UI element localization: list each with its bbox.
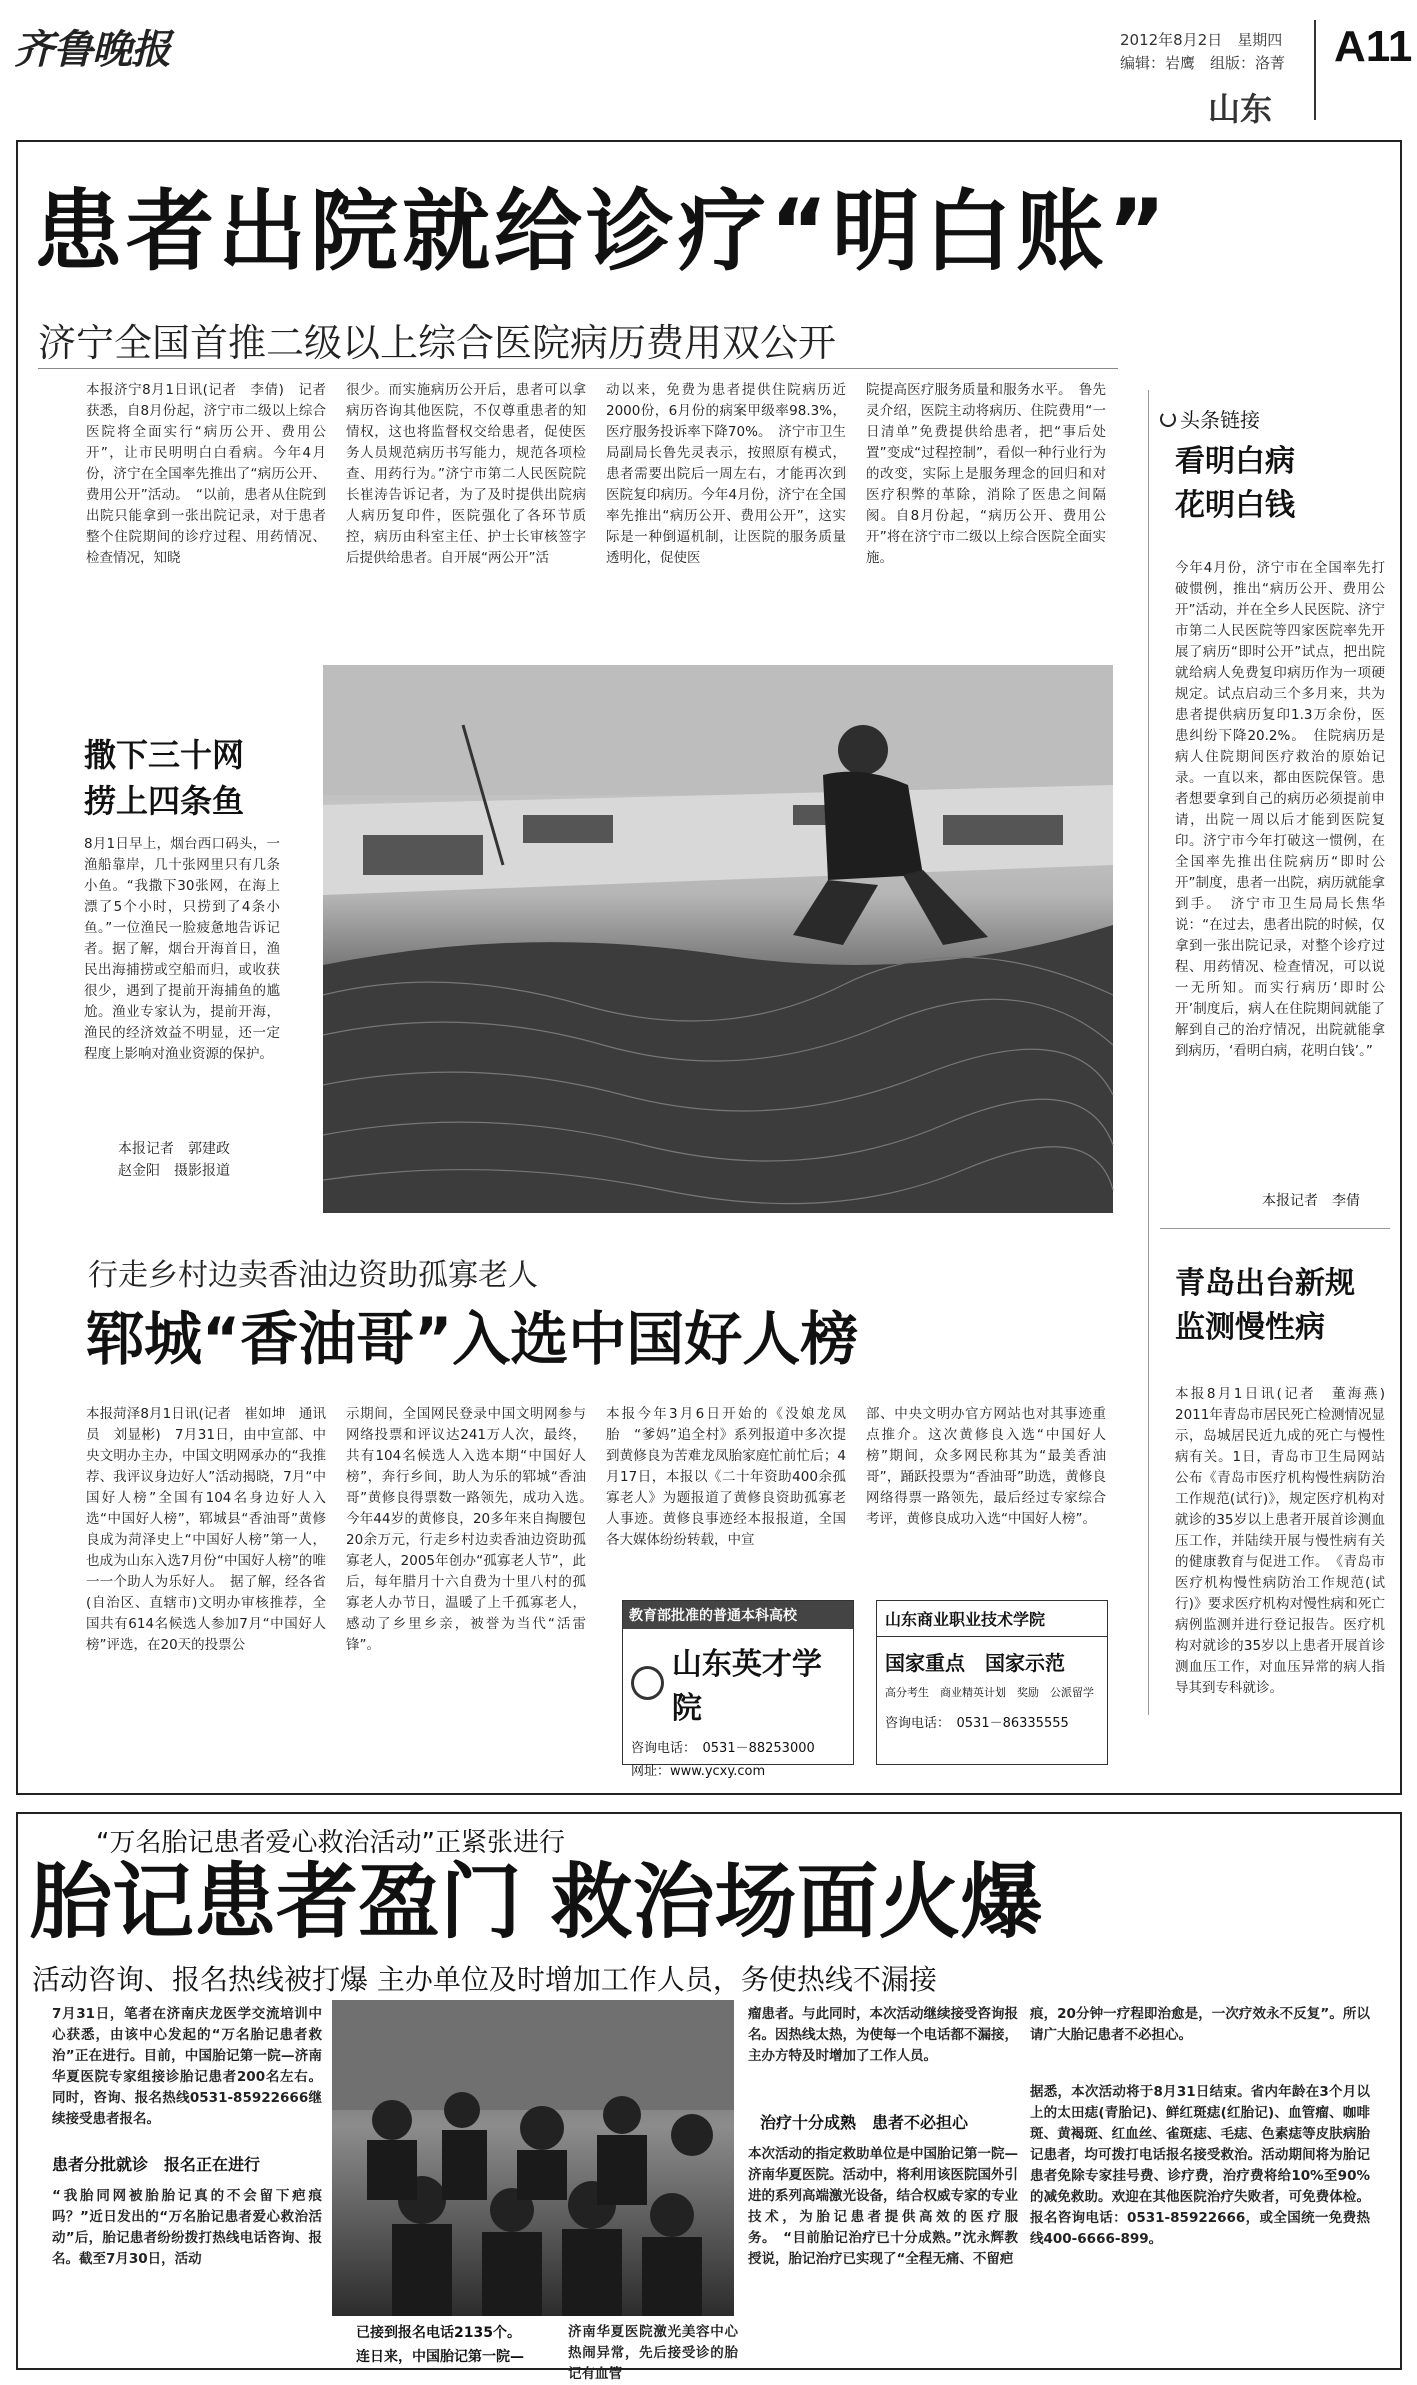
story2-kicker: 行走乡村边卖香油边资助孤寡老人 <box>88 1258 538 1293</box>
photo-caption-1: 已接到报名电话2135个。 <box>356 2325 521 2341</box>
story1-headline: 患者出院就给诊疗“明白账” <box>34 180 1170 283</box>
story1-col3: 动以来，免费为患者提供住院病历近2000份，6月份的病案甲级率98.3%，医疗服务投诉率下降70%。 济宁市卫生局副局长鲁先灵表示，按照原有模式，患者需要出院后一周左右，才能再次到医院复印病历。今年4月份，济宁在全国率先推出“病历公开、费用公开”，这实际是一种倒逼机制，让医院的服务质量透明化，促使医 <box>606 382 846 566</box>
sidebar-h2-line1: 青岛出台新规 <box>1175 1266 1355 1301</box>
photo-byline-1: 本报记者 郭建政 <box>118 1141 230 1157</box>
story3-col4-b: 据悉，本次活动将于8月31日结束。省内年龄在3个月以上的太田痣(青胎记)、鲜红斑痣(红胎记)、血管瘤、咖啡斑、黄褐斑、红血丝、雀斑痣、毛痣、色素痣等皮肤病胎记患者，均可拨打电话报名接受救治。活动期间将为胎记患者免除专家挂号费、诊疗费，治疗费将给10%至90%的减免救助。欢迎在其他医院治疗失败者，可免费体检。报名咨询电话：0531-85922666，或全国统一免费热线400-6666-899。 <box>1030 2084 1370 2247</box>
story1-col2: 很少。而实施病历公开后，患者可以拿病历咨询其他医院，不仅尊重患者的知情权，这也将监督权交给患者，促使医务人员规范病历书写能力，规范各项检查、用药行为。”济宁市第二人民医院院长崔涛告诉记者，为了及时提供出院病人病历复印件，医院强化了各环节质控，病历由科室主任、护士长审核签字后提供给患者。自开展“两公开”活 <box>346 382 586 566</box>
story2-col3: 本报今年3月6日开始的《没娘龙凤胎 “爹妈”追全村》系列报道中多次提到黄修良为苦难龙凤胎家庭忙前忙后；4月17日，本报以《二十年资助400余孤寡老人》为题报道了黄修良资助孤寡老人事迹。黄修良事迹经本报报道，全国各大媒体纷纷转载，中宣 <box>606 1406 846 1548</box>
story2-col4: 部、中央文明办官方网站也对其事迹重点推介。这次黄修良入选“中国好人榜”期间，众多网民称其为“最美香油哥”，踊跃投票为“香油哥”助选，黄修良网络得票一路领先，最后经过专家综合考评，黄修良成功入选“中国好人榜”。 <box>866 1406 1106 1527</box>
photo-headline-line1: 撒下三十网 <box>84 736 245 774</box>
ad2-slogan: 国家重点 国家示范 <box>885 1651 1065 1675</box>
sidebar-headline-2 <box>1175 1262 1355 1350</box>
story3-col1-head: 患者分批就诊 报名正在进行 <box>52 2155 261 2174</box>
ad1-logo-row <box>623 1629 853 1731</box>
sidebar-body-1: 今年4月份，济宁市在全国率先打破惯例，推出“病历公开、费用公开”活动，并在全乡人民医院、济宁市第二人民医院等四家医院率先开展了病历“即时公开”试点，把出院就给病人免费复印病历作为一项硬规定。试点启动三个多月来，共为患者提供病历复印1.3万余份，医患纠纷下降20.2%。 住院病历是病人住院期间医疗救治的原始记录。一直以来，都由医院保管。患者想要拿到自己的病历必须提前申请，出院一周以后才能到医院复印。济宁市今年打破这一惯例，在全国率先推出住院病历“即时公开”制度，患者一出院，病历就能拿到手。 济宁市卫生局局长焦华说：“在过去，患者出院的时候，仅拿到一张出院记录，对整个诊疗过程、用药情况、检查情况，可以说一无所知。而实行病历‘即时公开’制度后，病人在住院期间就能了解到自己的治疗情况，出院就能拿到病历，‘看明白病，花明白钱’。” <box>1175 560 1385 1059</box>
ad2-phone: 咨询电话： 0531－86335555 <box>885 1716 1069 1731</box>
story1-col4: 院提高医疗服务质量和服务水平。 鲁先灵介绍，医院主动将病历、住院费用“一日清单”免费提供给患者，把“事后处置”变成“过程控制”，看似一种行业行为的改变，实际上是服务理念的回归和对医疗积弊的革除，消除了医患之间隔阂。自8月份起，“病历公开、费用公开”将在济宁市二级以上综合医院全面实施。 <box>866 382 1106 566</box>
fishing-net-photo <box>323 665 1113 1213</box>
masthead-logo: 齐鲁晚报 <box>14 26 170 73</box>
sidebar-h1-line2: 花明白钱 <box>1175 488 1295 523</box>
ad2-top: 山东商业职业技术学院 <box>877 1601 1107 1637</box>
ad1-name: 山东英才学院 <box>671 1647 822 1726</box>
story1-col1: 本报济宁8月1日讯(记者 李倩) 记者获悉，自8月份起，济宁市二级以上综合医院将全面实行“病历公开、费用公开”，让市民明明白白看病。今年4月份，济宁在全国率先推出了“病历公开、费用公开”活动。 “以前，患者从住院到出院只能拿到一张出院记录，对于患者整个住院期间的诊疗过程、用药情况、检查情况，知晓 <box>86 382 326 566</box>
sidebar-rule <box>1160 1228 1390 1229</box>
page-number: A11 <box>1334 22 1413 71</box>
story3-col3-head: 治疗十分成熟 患者不必担心 <box>760 2113 969 2132</box>
date-line: 2012年8月2日 星期四 <box>1120 31 1283 49</box>
college-emblem-icon <box>631 1666 664 1700</box>
story3-col3-a: 瘤患者。与此同时，本次活动继续接受咨询报名。因热线太热，为使每一个电话都不漏接，主办方特及时增加了工作人员。 <box>748 2006 1018 2064</box>
link-badge-icon <box>1160 411 1176 427</box>
sidebar-tag-label: 头条链接 <box>1180 408 1260 432</box>
story1-subhead: 济宁全国首推二级以上综合医院病历费用双公开 <box>38 321 837 365</box>
story2-col2: 示期间，全国网民登录中国文明网参与网络投票和评议达241万人次，最终，共有104名候选人入选本期“中国好人榜”，奔行乡间，助人为乐的郓城“香油哥”黄修良得票数一路领先，成功入选。 今年44岁的黄修良，20多年来自掏腰包20余万元，行走乡村边卖香油边资助孤寡老人，2005年创办“孤寡老人节”，此后，每年腊月十六自费为十里八村的孤寡老人办节日，温暖了上千孤寡老人，感动了乡里乡亲，被誉为当代“活雷锋”。 <box>346 1406 600 1653</box>
story3-col1-b: “我胎同网被胎胎记真的不会留下疤痕吗？”近日发出的“万名胎记患者爱心救治活动”后，胎记患者纷纷拨打热线电话咨询、报名。截至7月30日，活动 <box>52 2188 322 2267</box>
ad1-phone: 咨询电话： 0531－88253000 <box>631 1741 815 1756</box>
story2-col1: 本报菏泽8月1日讯(记者 崔如坤 通讯员 刘显彬) 7月31日，由中宣部、中央文明办主办，中国文明网承办的“我推荐、我评议身边好人”活动揭晓，7月“中国好人榜”全国有104名身边好人入选“中国好人榜”，郓城县“香油哥”黄修良成为菏泽史上“中国好人榜”第一人，也成为山东入选7月份“中国好人榜”的唯一一个助人为乐好人。 据了解，经各省(自治区、直辖市)文明办审核推荐，全国共有614名候选人参加7月“中国好人榜”评选，在20天的投票公 <box>86 1406 326 1653</box>
sidebar-byline: 本报记者 李倩 <box>1262 1193 1360 1209</box>
story3-col3-b: 本次活动的指定救助单位是中国胎记第一院—济南华夏医院。活动中，将利用该医院国外引进的系列高端激光设备，结合权威专家的专业技术，为胎记患者提供高效的医疗服务。 “目前胎记治疗已十分成熟。”沈永辉教授说，胎记治疗已实现了“全程无痛、不留疤 <box>748 2146 1018 2267</box>
masthead-divider <box>1314 20 1316 120</box>
ad1-top: 教育部批准的普通本科高校 <box>623 1601 853 1629</box>
column-rule <box>1148 390 1149 1715</box>
story3-col2: 济南华夏医院激光美容中心热闹异常，先后接受诊的胎记有血管 <box>568 2324 738 2382</box>
story3-headline: 胎记患者盈门 救治场面火爆 <box>30 1855 1043 1950</box>
photo-story-body: 8月1日早上，烟台西口码头，一渔船靠岸，几十张网里只有几条小鱼。“我撒下30张网，在海上漂了5个小时，只捞到了4条小鱼。”一位渔民一脸疲惫地告诉记者。据了解，烟台开海首日，渔民出海捕捞或空船而归，或收获很少，遇到了提前开海捕鱼的尴尬。渔业专家认为，提前开海，渔民的经济效益不明显，还一定程度上影响对渔业资源的保护。 <box>84 836 280 1062</box>
editor-line: 编辑：岩鹰 组版：洛菁 <box>1120 54 1286 72</box>
photo-headline-line2: 捞上四条鱼 <box>84 782 245 820</box>
story1-rule <box>38 368 1118 369</box>
photo-caption-2: 连日来，中国胎记第一院— <box>356 2349 524 2365</box>
fishing-scene-graphic <box>323 665 1113 1213</box>
ad2-line: 高分考生 商业精英计划 奖励 公派留学 <box>885 1686 1094 1699</box>
crowd-scene-graphic <box>332 2000 734 2316</box>
story2-headline: 郓城“香油哥”入选中国好人榜 <box>86 1305 859 1373</box>
sidebar-h1-line1: 看明白病 <box>1175 444 1295 479</box>
clinic-crowd-photo <box>332 2000 734 2316</box>
photo-byline-2: 赵金阳 摄影报道 <box>118 1163 230 1179</box>
story3-col4-a: 痕，20分钟一疗程即治愈是，一次疗效永不反复”。所以请广大胎记患者不必担心。 <box>1030 2006 1370 2043</box>
sidebar-body-2: 本报8月1日讯(记者 董海燕) 2011年青岛市居民死亡检测情况显示，岛城居民近九成的死亡与慢性病有关。1日，青岛市卫生局网站公布《青岛市医疗机构慢性病防治工作规范(试行)》，规定医疗机构对就诊的35岁以上患者开展首诊测血压工作，并陆续开展与慢性病有关的健康教育与促进工作。 《青岛市医疗机构慢性病防治工作规范(试行)》要求医疗机构对慢性病和死亡病例监测并进行登记报告。医疗机构对就诊的35岁以上患者开展首诊测血压工作，对血压异常的病人指导其到专科就诊。 <box>1175 1386 1399 1696</box>
story3-col1-a: 7月31日，笔者在济南庆龙医学交流培训中心获悉，由该中心发起的“万名胎记患者救治”正在进行。目前，中国胎记第一院—济南华夏医院专家组接诊胎记患者200名左右。同时，咨询、报名热线0531-85922666继续接受患者报名。 <box>52 2006 322 2127</box>
ad-commerce-college[interactable] <box>876 1600 1108 1765</box>
sidebar-headline-1 <box>1175 440 1295 528</box>
sidebar-h2-line2: 监测慢性病 <box>1175 1310 1325 1345</box>
section-name: 山东 <box>1208 90 1273 128</box>
story3-kicker: “万名胎记患者爱心救治活动”正紧张进行 <box>96 1828 565 1858</box>
ad1-web[interactable]: 网址：www.ycxy.com <box>631 1764 766 1779</box>
ad-yingcai-college[interactable] <box>622 1600 854 1779</box>
sidebar-tag <box>1160 404 1260 433</box>
story3-subhead: 活动咨询、报名热线被打爆 主办单位及时增加工作人员，务使热线不漏接 <box>32 1963 937 1996</box>
photo-story-headline <box>84 732 244 824</box>
